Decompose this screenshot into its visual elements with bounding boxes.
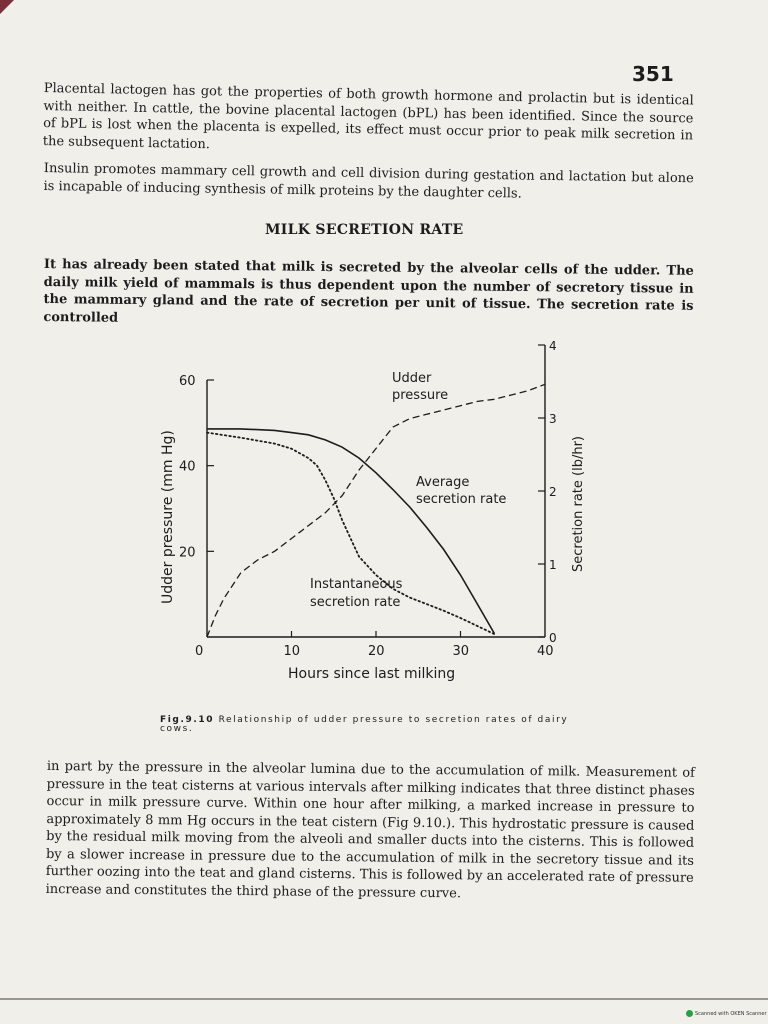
annotation-udder-pressure-line2: pressure xyxy=(392,388,449,403)
paragraph-pressure-phases: in part by the pressure in the alveolar lumina due to the accumulation of milk. Measurement of pressure in the teat cisterns at various intervals after milking indicates that three distinct phases occur in milk pressure curve. Within one hour after milking, a marked increase in pressure to approximately 8 mm Hg occurs in the teat cistern (Fig 9.10.). This hydrostatic pressure is caused by the residual milk moving from the alveoli and smaller ducts into the cisterns. This is followed by a slower increase in pressure due to the accumulation of milk in the secretory tissue and its further oozing into the teat and gland cisterns. This is followed by an accelerated rate of pressure increase and constitutes the third phase of the pressure curve. xyxy=(45,758,695,901)
y-right-tick-label-2: 2 xyxy=(549,485,557,499)
annotation-instantaneous-rate-line1: Instantaneous xyxy=(310,577,403,592)
annotation-instantaneous-rate-line2: secretion rate xyxy=(310,595,401,610)
paragraph-placental-lactogen: Placental lactogen has got the properties of both growth hormone and prolactin but is identical with neither. In cattle, the bovine placental lactogen (bPL) has been identified. Since the source of bPL is lost when the placenta is expelled, its effect must occur prior to peak milk secretion in the subsequent lactation. xyxy=(42,80,694,152)
page-number: 351 xyxy=(632,62,674,86)
annotation-average-rate-line1: Average xyxy=(416,475,470,490)
figure-caption-text: Relationship of udder pressure to secretion rates of dairy cows. xyxy=(160,715,569,734)
x-tick-label-20: 20 xyxy=(368,644,385,659)
figure-caption xyxy=(160,716,600,734)
y-left-tick-label-60: 60 xyxy=(179,374,196,389)
figure-caption-label: Fig.9.10 xyxy=(160,715,215,725)
y-right-tick-label-1: 1 xyxy=(549,558,557,572)
page-bottom-edge xyxy=(0,998,768,1000)
y-left-tick-label-40: 40 xyxy=(179,459,196,475)
annotation-udder-pressure-line1: Udder xyxy=(392,371,432,386)
y-right-tick-label-4: 4 xyxy=(549,339,557,353)
scanner-stamp xyxy=(686,1010,767,1017)
x-tick-label-40: 40 xyxy=(537,644,554,659)
y-left-tick-label-20: 20 xyxy=(179,545,196,561)
paragraph-secretion-rate-intro: It has already been stated that milk is secreted by the alveolar cells of the udder. The daily milk yield of mammals is thus dependent upon the number of secretory tissue in the mammary gland and the rate of secretion per unit of tissue. The secretion rate is controlled xyxy=(43,256,694,326)
paragraph-insulin: Insulin promotes mammary cell growth and cell division during gestation and lactation but alone is incapable of inducing synthesis of milk proteins by the daughter cells. xyxy=(43,160,694,202)
scanner-stamp-text: Scanned with OKEN Scanner xyxy=(695,1011,767,1017)
scanner-logo-icon xyxy=(686,1010,693,1017)
y-right-tick-label-0: 0 xyxy=(549,631,557,645)
y-right-tick-label-3: 3 xyxy=(549,412,557,426)
x-tick-label-0: 0 xyxy=(195,644,204,659)
annotation-average-rate-line2: secretion rate xyxy=(416,492,507,507)
y-left-axis-title: Udder pressure (mm Hg) xyxy=(160,430,176,604)
x-axis-title: Hours since last milking xyxy=(288,666,456,682)
section-heading: MILK SECRETION RATE xyxy=(265,222,464,238)
y-right-axis-title: Secretion rate (lb/hr) xyxy=(571,436,586,572)
x-tick-label-30: 30 xyxy=(452,644,470,659)
x-tick-label-10: 10 xyxy=(283,644,301,659)
